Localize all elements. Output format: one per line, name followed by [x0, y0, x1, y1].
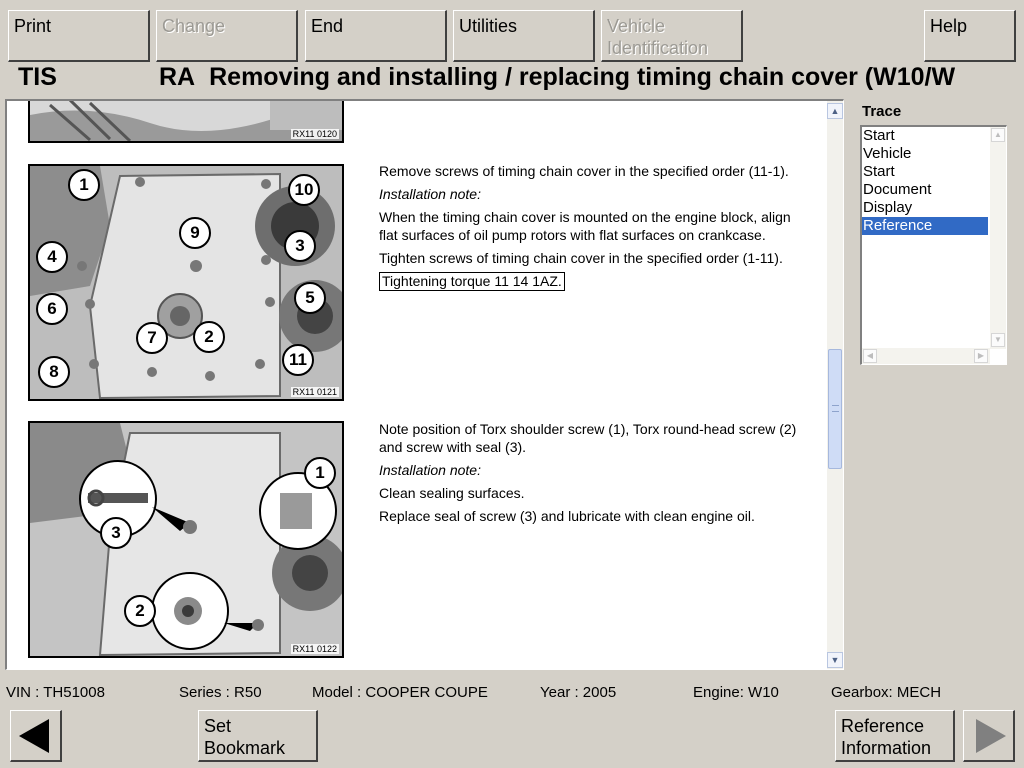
- vehicle-status-bar: [0, 679, 1024, 705]
- trace-item[interactable]: Vehicle: [863, 145, 912, 162]
- forward-arrow-icon: [976, 719, 1006, 753]
- trace-vertical-scrollbar[interactable]: [990, 127, 1006, 349]
- step-remove-screws: [379, 162, 809, 296]
- trace-horizontal-scrollbar[interactable]: [862, 348, 990, 364]
- document-scrollbar[interactable]: [827, 101, 843, 669]
- installation-note-label: Installation note:: [379, 186, 481, 202]
- gearbox-value: Gearbox: MECH: [831, 684, 942, 701]
- installation-note-text: When the timing chain cover is mounted on the engine block, align flat surfaces of oil pump rotors with flat surfaces on crankcase.: [379, 209, 791, 243]
- end-button[interactable]: End: [305, 10, 447, 62]
- forward-button[interactable]: [963, 710, 1015, 762]
- callout-7: 7: [136, 322, 168, 354]
- trace-list[interactable]: [860, 125, 1007, 365]
- trace-item[interactable]: Start: [863, 163, 895, 180]
- change-button: Change: [156, 10, 298, 62]
- callout-10: 10: [288, 174, 320, 206]
- figure-caption: RX11 0122: [292, 644, 337, 654]
- callout-2: 2: [124, 595, 156, 627]
- trace-item[interactable]: Document: [863, 181, 932, 198]
- model-value: Model : COOPER COUPE: [312, 684, 488, 701]
- note-line-replace-seal: Replace seal of screw (3) and lubricate with clean engine oil.: [379, 508, 755, 524]
- callout-3: 3: [284, 230, 316, 262]
- print-button[interactable]: Print: [8, 10, 150, 62]
- trace-item[interactable]: Display: [863, 199, 913, 216]
- figure-caption: RX11 0121: [292, 387, 337, 397]
- callout-5: 5: [294, 282, 326, 314]
- set-bookmark-button[interactable]: Set Bookmark: [198, 710, 318, 762]
- scrollbar-thumb[interactable]: [828, 349, 842, 469]
- vin-value: VIN : TH51008: [6, 684, 105, 701]
- document-title-text: Removing and installing / replacing timing chain cover (W10/W: [209, 63, 956, 91]
- callout-11: 11: [282, 344, 314, 376]
- chevron-left-icon[interactable]: ◀: [863, 349, 877, 363]
- torque-reference-link[interactable]: Tightening torque 11 14 1AZ.: [379, 272, 565, 291]
- callout-2: 2: [193, 321, 225, 353]
- scroll-up-icon[interactable]: ▲: [827, 103, 843, 119]
- year-value: Year : 2005: [540, 684, 617, 701]
- scroll-down-icon[interactable]: ▼: [827, 652, 843, 668]
- document-title: [159, 63, 1024, 92]
- figure-rx11-0122: [28, 421, 344, 658]
- step-note-screws: [379, 420, 809, 530]
- vehicle-identification-button: Vehicle Identification: [601, 10, 743, 62]
- document-code: RA: [159, 63, 196, 91]
- callout-9: 9: [179, 217, 211, 249]
- trace-item-selected[interactable]: Reference: [862, 217, 988, 235]
- document-panel[interactable]: [5, 99, 844, 670]
- callout-3: 3: [100, 517, 132, 549]
- trace-label: Trace: [862, 103, 902, 120]
- series-value: Series : R50: [179, 684, 262, 701]
- utilities-button[interactable]: Utilities: [453, 10, 595, 62]
- chevron-down-icon[interactable]: ▼: [991, 333, 1005, 347]
- tighten-text: Tighten screws of timing chain cover in the specified order (1-11).: [379, 250, 783, 266]
- chevron-up-icon[interactable]: ▲: [991, 128, 1005, 142]
- callout-6: 6: [36, 293, 68, 325]
- step-text: Note position of Torx shoulder screw (1), Torx round-head screw (2) and screw with seal (3).: [379, 421, 797, 455]
- back-button[interactable]: [10, 710, 62, 762]
- reference-information-button[interactable]: Reference Information: [835, 710, 955, 762]
- figure-rx11-0121: [28, 164, 344, 401]
- engine-value: Engine: W10: [693, 684, 779, 701]
- app-title: TIS: [18, 63, 57, 91]
- torx-screws-illustration: [30, 423, 344, 658]
- callout-1: 1: [304, 457, 336, 489]
- installation-note-label: Installation note:: [379, 462, 481, 478]
- chevron-right-icon[interactable]: ▶: [974, 349, 988, 363]
- figure-caption: RX11 0120: [292, 129, 337, 139]
- trace-item[interactable]: Start: [863, 127, 895, 144]
- callout-8: 8: [38, 356, 70, 388]
- callout-4: 4: [36, 241, 68, 273]
- help-button[interactable]: Help: [924, 10, 1016, 62]
- back-arrow-icon: [19, 719, 49, 753]
- figure-rx11-0120: [28, 99, 344, 143]
- note-line-clean: Clean sealing surfaces.: [379, 485, 525, 501]
- callout-1: 1: [68, 169, 100, 201]
- step-text: Remove screws of timing chain cover in the specified order (11-1).: [379, 163, 789, 179]
